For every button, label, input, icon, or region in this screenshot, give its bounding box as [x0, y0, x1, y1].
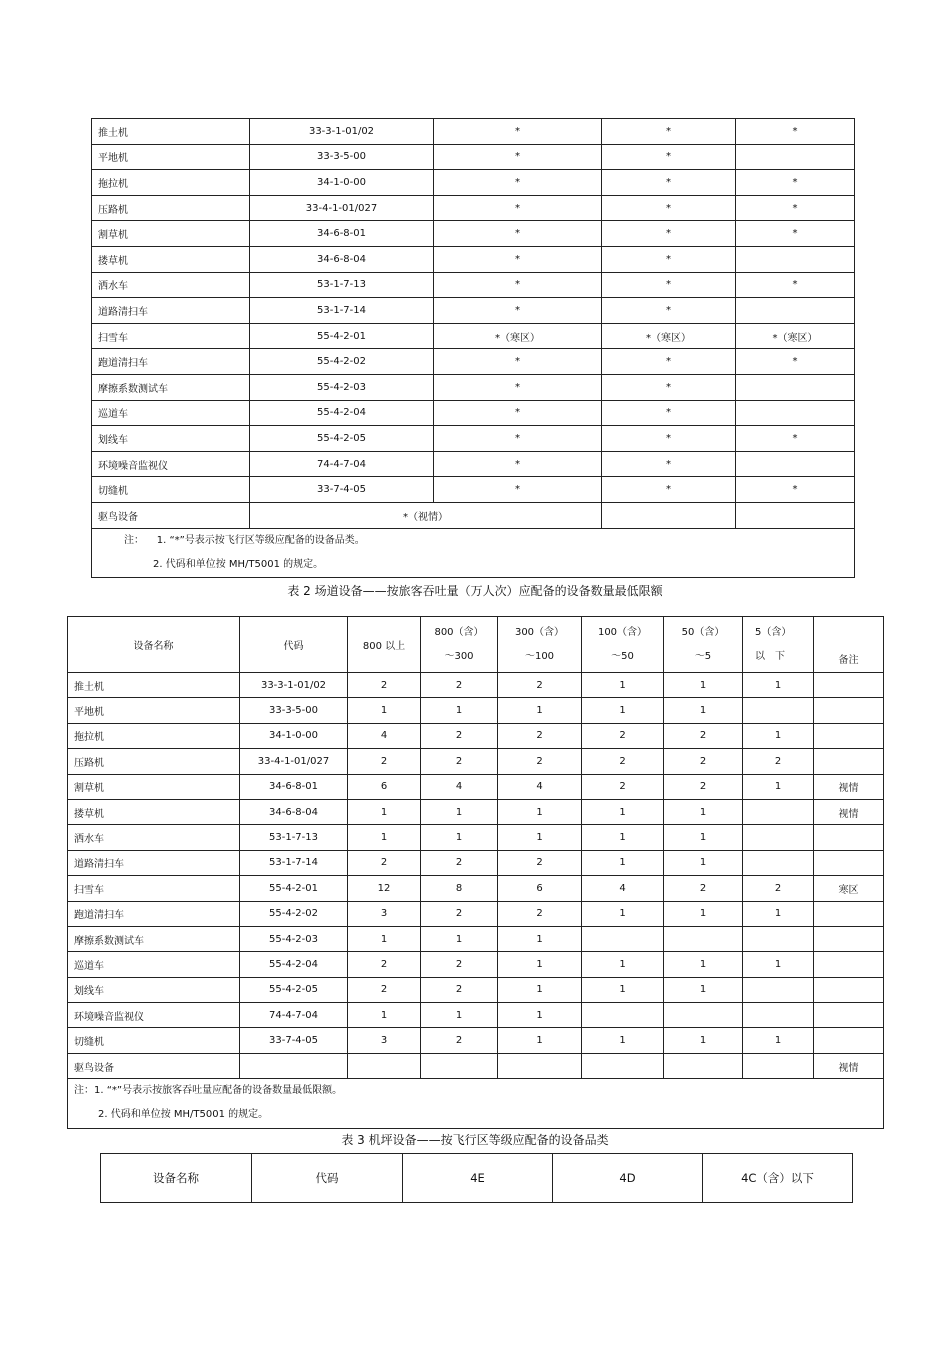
quantity-cell: 2 [743, 749, 814, 774]
table-row [68, 723, 884, 748]
cell-4c [736, 451, 855, 477]
quantity-cell [582, 926, 664, 951]
quantity-cell: 1 [743, 673, 814, 698]
cell-4c [736, 374, 855, 400]
header-5-below [743, 617, 814, 673]
cell-4e: * [434, 349, 602, 375]
quantity-cell [498, 1053, 582, 1078]
equipment-name: 压路机 [68, 749, 240, 774]
code: 53-1-7-14 [240, 850, 348, 875]
quantity-cell: 2 [498, 901, 582, 926]
remark-cell [814, 850, 884, 875]
cell-4d: *（寒区） [602, 323, 736, 349]
quantity-cell: 1 [421, 926, 498, 951]
quantity-cell: 2 [421, 850, 498, 875]
cell-4d: * [602, 426, 736, 452]
table-row [92, 272, 855, 298]
quantity-cell: 1 [743, 952, 814, 977]
code: 34-6-8-01 [240, 774, 348, 799]
cell-4d: * [602, 246, 736, 272]
header-4e: 4E [403, 1154, 553, 1203]
code: 74-4-7-04 [240, 1003, 348, 1028]
equipment-name: 扫雪车 [68, 876, 240, 901]
cell-4c [736, 502, 855, 528]
header-50-5 [664, 617, 743, 673]
quantity-cell: 2 [582, 774, 664, 799]
quantity-cell: 1 [498, 952, 582, 977]
equipment-name: 拖拉机 [68, 723, 240, 748]
quantity-cell: 2 [421, 952, 498, 977]
quantity-cell: 4 [582, 876, 664, 901]
table-2-caption: 表 2 场道设备——按旅客吞吐量（万人次）应配备的设备数量最低限额 [287, 584, 663, 598]
code: 53-1-7-13 [250, 272, 434, 298]
cell-4d: * [602, 170, 736, 196]
header-line: 50（含） [681, 626, 725, 638]
cell-4e: * [434, 170, 602, 196]
remark-cell: 视情 [814, 1053, 884, 1078]
quantity-cell: 1 [582, 850, 664, 875]
cell-4d: * [602, 195, 736, 221]
cell-4e: * [434, 246, 602, 272]
equipment-name: 切缝机 [92, 477, 250, 503]
cell-4e: * [434, 400, 602, 426]
cell-4d: * [602, 400, 736, 426]
quantity-cell: 1 [498, 977, 582, 1002]
cell-4c: * [736, 272, 855, 298]
cell-4e: * [434, 119, 602, 145]
quantity-cell: 1 [743, 1028, 814, 1053]
equipment-name: 搂草机 [68, 799, 240, 824]
table-row [92, 298, 855, 324]
table-3 [100, 1153, 853, 1203]
remark-cell [814, 825, 884, 850]
quantity-cell: 12 [348, 876, 421, 901]
table-2-body [68, 673, 884, 1079]
quantity-cell [664, 1003, 743, 1028]
table-2 [67, 616, 884, 1129]
quantity-cell: 1 [664, 1028, 743, 1053]
cell-4d [602, 502, 736, 528]
header-100-50 [582, 617, 664, 673]
equipment-name: 搂草机 [92, 246, 250, 272]
quantity-cell: 2 [421, 977, 498, 1002]
table-row [68, 774, 884, 799]
quantity-cell: 1 [582, 901, 664, 926]
quantity-cell: 1 [664, 977, 743, 1002]
table-row [92, 477, 855, 503]
header-line: 300（含） [514, 626, 565, 638]
quantity-cell: 1 [743, 723, 814, 748]
quantity-cell: 1 [421, 1003, 498, 1028]
table-row [68, 673, 884, 698]
quantity-cell: 1 [348, 825, 421, 850]
equipment-name: 巡道车 [92, 400, 250, 426]
cell-4c: * [736, 477, 855, 503]
quantity-cell: 1 [664, 901, 743, 926]
cell-4d: * [602, 298, 736, 324]
remark-cell [814, 1003, 884, 1028]
equipment-name: 平地机 [92, 144, 250, 170]
quantity-cell [421, 1053, 498, 1078]
quantity-cell: 1 [498, 825, 582, 850]
quantity-cell: 1 [498, 926, 582, 951]
header-remark: 备注 [814, 617, 884, 673]
quantity-cell: 1 [348, 698, 421, 723]
note-1: 注：1. “*”号表示按旅客吞吐量应配备的设备数量最低限额。 [74, 1085, 343, 1097]
code: 33-3-5-00 [240, 698, 348, 723]
quantity-cell: 1 [582, 1028, 664, 1053]
cell-4c [736, 298, 855, 324]
quantity-cell: 1 [421, 698, 498, 723]
quantity-cell: 2 [498, 749, 582, 774]
cell-4e: * [434, 298, 602, 324]
cell-4e: * [434, 272, 602, 298]
quantity-cell: 2 [421, 901, 498, 926]
quantity-cell [743, 1053, 814, 1078]
equipment-name: 压路机 [92, 195, 250, 221]
quantity-cell: 1 [582, 698, 664, 723]
quantity-cell [743, 977, 814, 1002]
code: 33-4-1-01/027 [250, 195, 434, 221]
quantity-cell: 1 [582, 799, 664, 824]
remark-cell [814, 901, 884, 926]
header-line: ～100 [524, 650, 555, 662]
equipment-name: 划线车 [92, 426, 250, 452]
quantity-cell: 2 [421, 1028, 498, 1053]
code: 33-3-1-01/02 [250, 119, 434, 145]
table-note [92, 528, 855, 577]
cell-4e: * [434, 374, 602, 400]
remark-cell [814, 977, 884, 1002]
header-line: ～300 [444, 650, 474, 662]
code [240, 1053, 348, 1078]
equipment-name: 跑道清扫车 [92, 349, 250, 375]
cell-4d: * [602, 144, 736, 170]
quantity-cell: 4 [421, 774, 498, 799]
note-2: 2. 代码和单位按 MH/T5001 的规定。 [98, 1109, 269, 1121]
equipment-name: 划线车 [68, 977, 240, 1002]
table-3-caption: 表 3 机坪设备——按飞行区等级应配备的设备品类 [341, 1133, 609, 1147]
quantity-cell: 2 [348, 952, 421, 977]
table-row [68, 1003, 884, 1028]
cell-4e: * [434, 195, 602, 221]
quantity-cell: 2 [348, 673, 421, 698]
remark-cell: 视情 [814, 799, 884, 824]
code: 53-1-7-14 [250, 298, 434, 324]
table-row [68, 698, 884, 723]
equipment-name: 驱鸟设备 [92, 502, 250, 528]
header-row [101, 1154, 853, 1203]
code: 33-7-4-05 [250, 477, 434, 503]
header-line: 5（含） [755, 626, 792, 638]
cell-4e: *（寒区） [434, 323, 602, 349]
quantity-cell [743, 926, 814, 951]
quantity-cell: 2 [582, 723, 664, 748]
table-row [92, 451, 855, 477]
table-row [68, 825, 884, 850]
equipment-name: 推土机 [68, 673, 240, 698]
cell-4c: * [736, 195, 855, 221]
equipment-name: 平地机 [68, 698, 240, 723]
table-row [68, 799, 884, 824]
cell-4d: * [602, 451, 736, 477]
remark-cell [814, 1028, 884, 1053]
equipment-name: 推土机 [92, 119, 250, 145]
quantity-cell: 1 [498, 1028, 582, 1053]
code: 55-4-2-03 [240, 926, 348, 951]
quantity-cell: 2 [421, 673, 498, 698]
header-4c-below: 4C（含）以下 [703, 1154, 853, 1203]
quantity-cell: 2 [348, 850, 421, 875]
quantity-cell [582, 1003, 664, 1028]
code: 74-4-7-04 [250, 451, 434, 477]
cell-4c: * [736, 170, 855, 196]
header-300-100 [498, 617, 582, 673]
cell-4c [736, 400, 855, 426]
table-row [92, 170, 855, 196]
cell-4d: * [602, 477, 736, 503]
quantity-cell [664, 926, 743, 951]
header-4d: 4D [553, 1154, 703, 1203]
note-2: 2. 代码和单位按 MH/T5001 的规定。 [153, 558, 324, 570]
quantity-cell: 1 [743, 774, 814, 799]
quantity-cell: 2 [664, 774, 743, 799]
quantity-cell: 1 [582, 673, 664, 698]
quantity-cell: 2 [421, 723, 498, 748]
quantity-cell: 6 [498, 876, 582, 901]
table-row [92, 221, 855, 247]
table-row [68, 977, 884, 1002]
remark-cell [814, 698, 884, 723]
quantity-cell: 1 [664, 825, 743, 850]
remark-cell [814, 926, 884, 951]
table-1 [91, 118, 855, 578]
quantity-cell: 2 [498, 850, 582, 875]
cell-4d: * [602, 272, 736, 298]
quantity-cell [348, 1053, 421, 1078]
equipment-name: 洒水车 [68, 825, 240, 850]
quantity-cell: 1 [664, 698, 743, 723]
quantity-cell [582, 1053, 664, 1078]
table-row [92, 246, 855, 272]
header-name: 设备名称 [68, 617, 240, 673]
note-cell [68, 1079, 884, 1129]
quantity-cell: 1 [498, 698, 582, 723]
equipment-name: 摩擦系数测试车 [92, 374, 250, 400]
table-row [68, 952, 884, 977]
code: 33-3-1-01/02 [240, 673, 348, 698]
table-row [92, 502, 855, 528]
quantity-cell: 2 [664, 723, 743, 748]
note-label: 注： [124, 534, 144, 546]
table-row [68, 749, 884, 774]
header-line: 以 下 [755, 650, 785, 662]
code: 53-1-7-13 [240, 825, 348, 850]
remark-cell [814, 723, 884, 748]
equipment-name: 拖拉机 [92, 170, 250, 196]
cell-4c [736, 144, 855, 170]
cell-4c [736, 246, 855, 272]
quantity-cell: 4 [348, 723, 421, 748]
quantity-cell [743, 698, 814, 723]
table-row [68, 850, 884, 875]
cell-4e: * [434, 426, 602, 452]
code: 55-4-2-05 [250, 426, 434, 452]
quantity-cell: 1 [498, 799, 582, 824]
quantity-cell: 1 [664, 799, 743, 824]
quantity-cell [664, 1053, 743, 1078]
equipment-name: 环境噪音监视仪 [68, 1003, 240, 1028]
table-row [68, 876, 884, 901]
cell-4d: * [602, 374, 736, 400]
table-row [68, 926, 884, 951]
note-line-1 [124, 529, 848, 553]
quantity-cell [743, 1003, 814, 1028]
remark-cell [814, 952, 884, 977]
code: 33-3-5-00 [250, 144, 434, 170]
table-row [92, 374, 855, 400]
equipment-name: 跑道清扫车 [68, 901, 240, 926]
quantity-cell: 2 [664, 876, 743, 901]
table-row [68, 901, 884, 926]
header-row [68, 617, 884, 673]
header-line: 100（含） [597, 626, 648, 638]
header-code: 代码 [252, 1154, 403, 1203]
code: 55-4-2-01 [250, 323, 434, 349]
code: 33-7-4-05 [240, 1028, 348, 1053]
note-1: 1. “*”号表示按飞行区等级应配备的设备品类。 [156, 534, 365, 546]
equipment-name: 巡道车 [68, 952, 240, 977]
table-row [68, 1028, 884, 1053]
quantity-cell: 1 [582, 952, 664, 977]
equipment-name: 道路清扫车 [68, 850, 240, 875]
code: 33-4-1-01/027 [240, 749, 348, 774]
quantity-cell: 3 [348, 901, 421, 926]
code: 55-4-2-02 [240, 901, 348, 926]
quantity-cell: 8 [421, 876, 498, 901]
quantity-cell [743, 799, 814, 824]
cell-4c: *（寒区） [736, 323, 855, 349]
code: 34-6-8-04 [250, 246, 434, 272]
cell-4e: * [434, 477, 602, 503]
table-note [68, 1079, 884, 1129]
cell-4e: * [434, 221, 602, 247]
quantity-cell: 1 [582, 825, 664, 850]
equipment-name: 割草机 [68, 774, 240, 799]
equipment-name: 道路清扫车 [92, 298, 250, 324]
quantity-cell: 3 [348, 1028, 421, 1053]
remark-cell [814, 749, 884, 774]
merged-value: *（视情） [250, 502, 602, 528]
quantity-cell: 1 [582, 977, 664, 1002]
code: 55-4-2-01 [240, 876, 348, 901]
header-name: 设备名称 [101, 1154, 252, 1203]
code: 55-4-2-03 [250, 374, 434, 400]
table-row [92, 323, 855, 349]
header-800-plus: 800 以上 [348, 617, 421, 673]
quantity-cell: 4 [498, 774, 582, 799]
remark-cell [814, 673, 884, 698]
header-line: ～5 [694, 650, 712, 662]
quantity-cell: 2 [498, 673, 582, 698]
equipment-name: 摩擦系数测试车 [68, 926, 240, 951]
cell-4d: * [602, 119, 736, 145]
cell-4c: * [736, 426, 855, 452]
code: 55-4-2-02 [250, 349, 434, 375]
code: 34-1-0-00 [240, 723, 348, 748]
quantity-cell: 1 [421, 799, 498, 824]
header-code: 代码 [240, 617, 348, 673]
cell-4d: * [602, 349, 736, 375]
code: 55-4-2-04 [240, 952, 348, 977]
quantity-cell: 2 [348, 977, 421, 1002]
cell-4e: * [434, 451, 602, 477]
quantity-cell [743, 825, 814, 850]
header-line: 800（含） [434, 626, 484, 638]
table-row [92, 426, 855, 452]
quantity-cell: 1 [348, 926, 421, 951]
quantity-cell: 1 [421, 825, 498, 850]
quantity-cell: 1 [348, 1003, 421, 1028]
table-row [92, 119, 855, 145]
quantity-cell: 2 [582, 749, 664, 774]
equipment-name: 环境噪音监视仪 [92, 451, 250, 477]
quantity-cell: 2 [421, 749, 498, 774]
code: 34-6-8-01 [250, 221, 434, 247]
table-row [92, 349, 855, 375]
quantity-cell: 1 [664, 952, 743, 977]
equipment-name: 扫雪车 [92, 323, 250, 349]
header-800-300 [421, 617, 498, 673]
remark-cell: 寒区 [814, 876, 884, 901]
note-cell [92, 528, 855, 577]
table-row [92, 195, 855, 221]
quantity-cell: 2 [664, 749, 743, 774]
quantity-cell: 2 [348, 749, 421, 774]
cell-4c: * [736, 221, 855, 247]
table-row [68, 1053, 884, 1078]
cell-4d: * [602, 221, 736, 247]
quantity-cell [743, 850, 814, 875]
quantity-cell: 1 [348, 799, 421, 824]
equipment-name: 切缝机 [68, 1028, 240, 1053]
equipment-name: 驱鸟设备 [68, 1053, 240, 1078]
code: 55-4-2-04 [250, 400, 434, 426]
equipment-name: 割草机 [92, 221, 250, 247]
quantity-cell: 1 [743, 901, 814, 926]
quantity-cell: 1 [498, 1003, 582, 1028]
code: 34-6-8-04 [240, 799, 348, 824]
quantity-cell: 1 [664, 850, 743, 875]
table-row [92, 400, 855, 426]
code: 55-4-2-05 [240, 977, 348, 1002]
header-line: ～50 [611, 650, 634, 662]
equipment-name: 洒水车 [92, 272, 250, 298]
quantity-cell: 2 [498, 723, 582, 748]
cell-4e: * [434, 144, 602, 170]
remark-cell: 视情 [814, 774, 884, 799]
code: 34-1-0-00 [250, 170, 434, 196]
cell-4c: * [736, 119, 855, 145]
quantity-cell: 6 [348, 774, 421, 799]
cell-4c: * [736, 349, 855, 375]
quantity-cell: 1 [664, 673, 743, 698]
table-row [92, 144, 855, 170]
quantity-cell: 2 [743, 876, 814, 901]
